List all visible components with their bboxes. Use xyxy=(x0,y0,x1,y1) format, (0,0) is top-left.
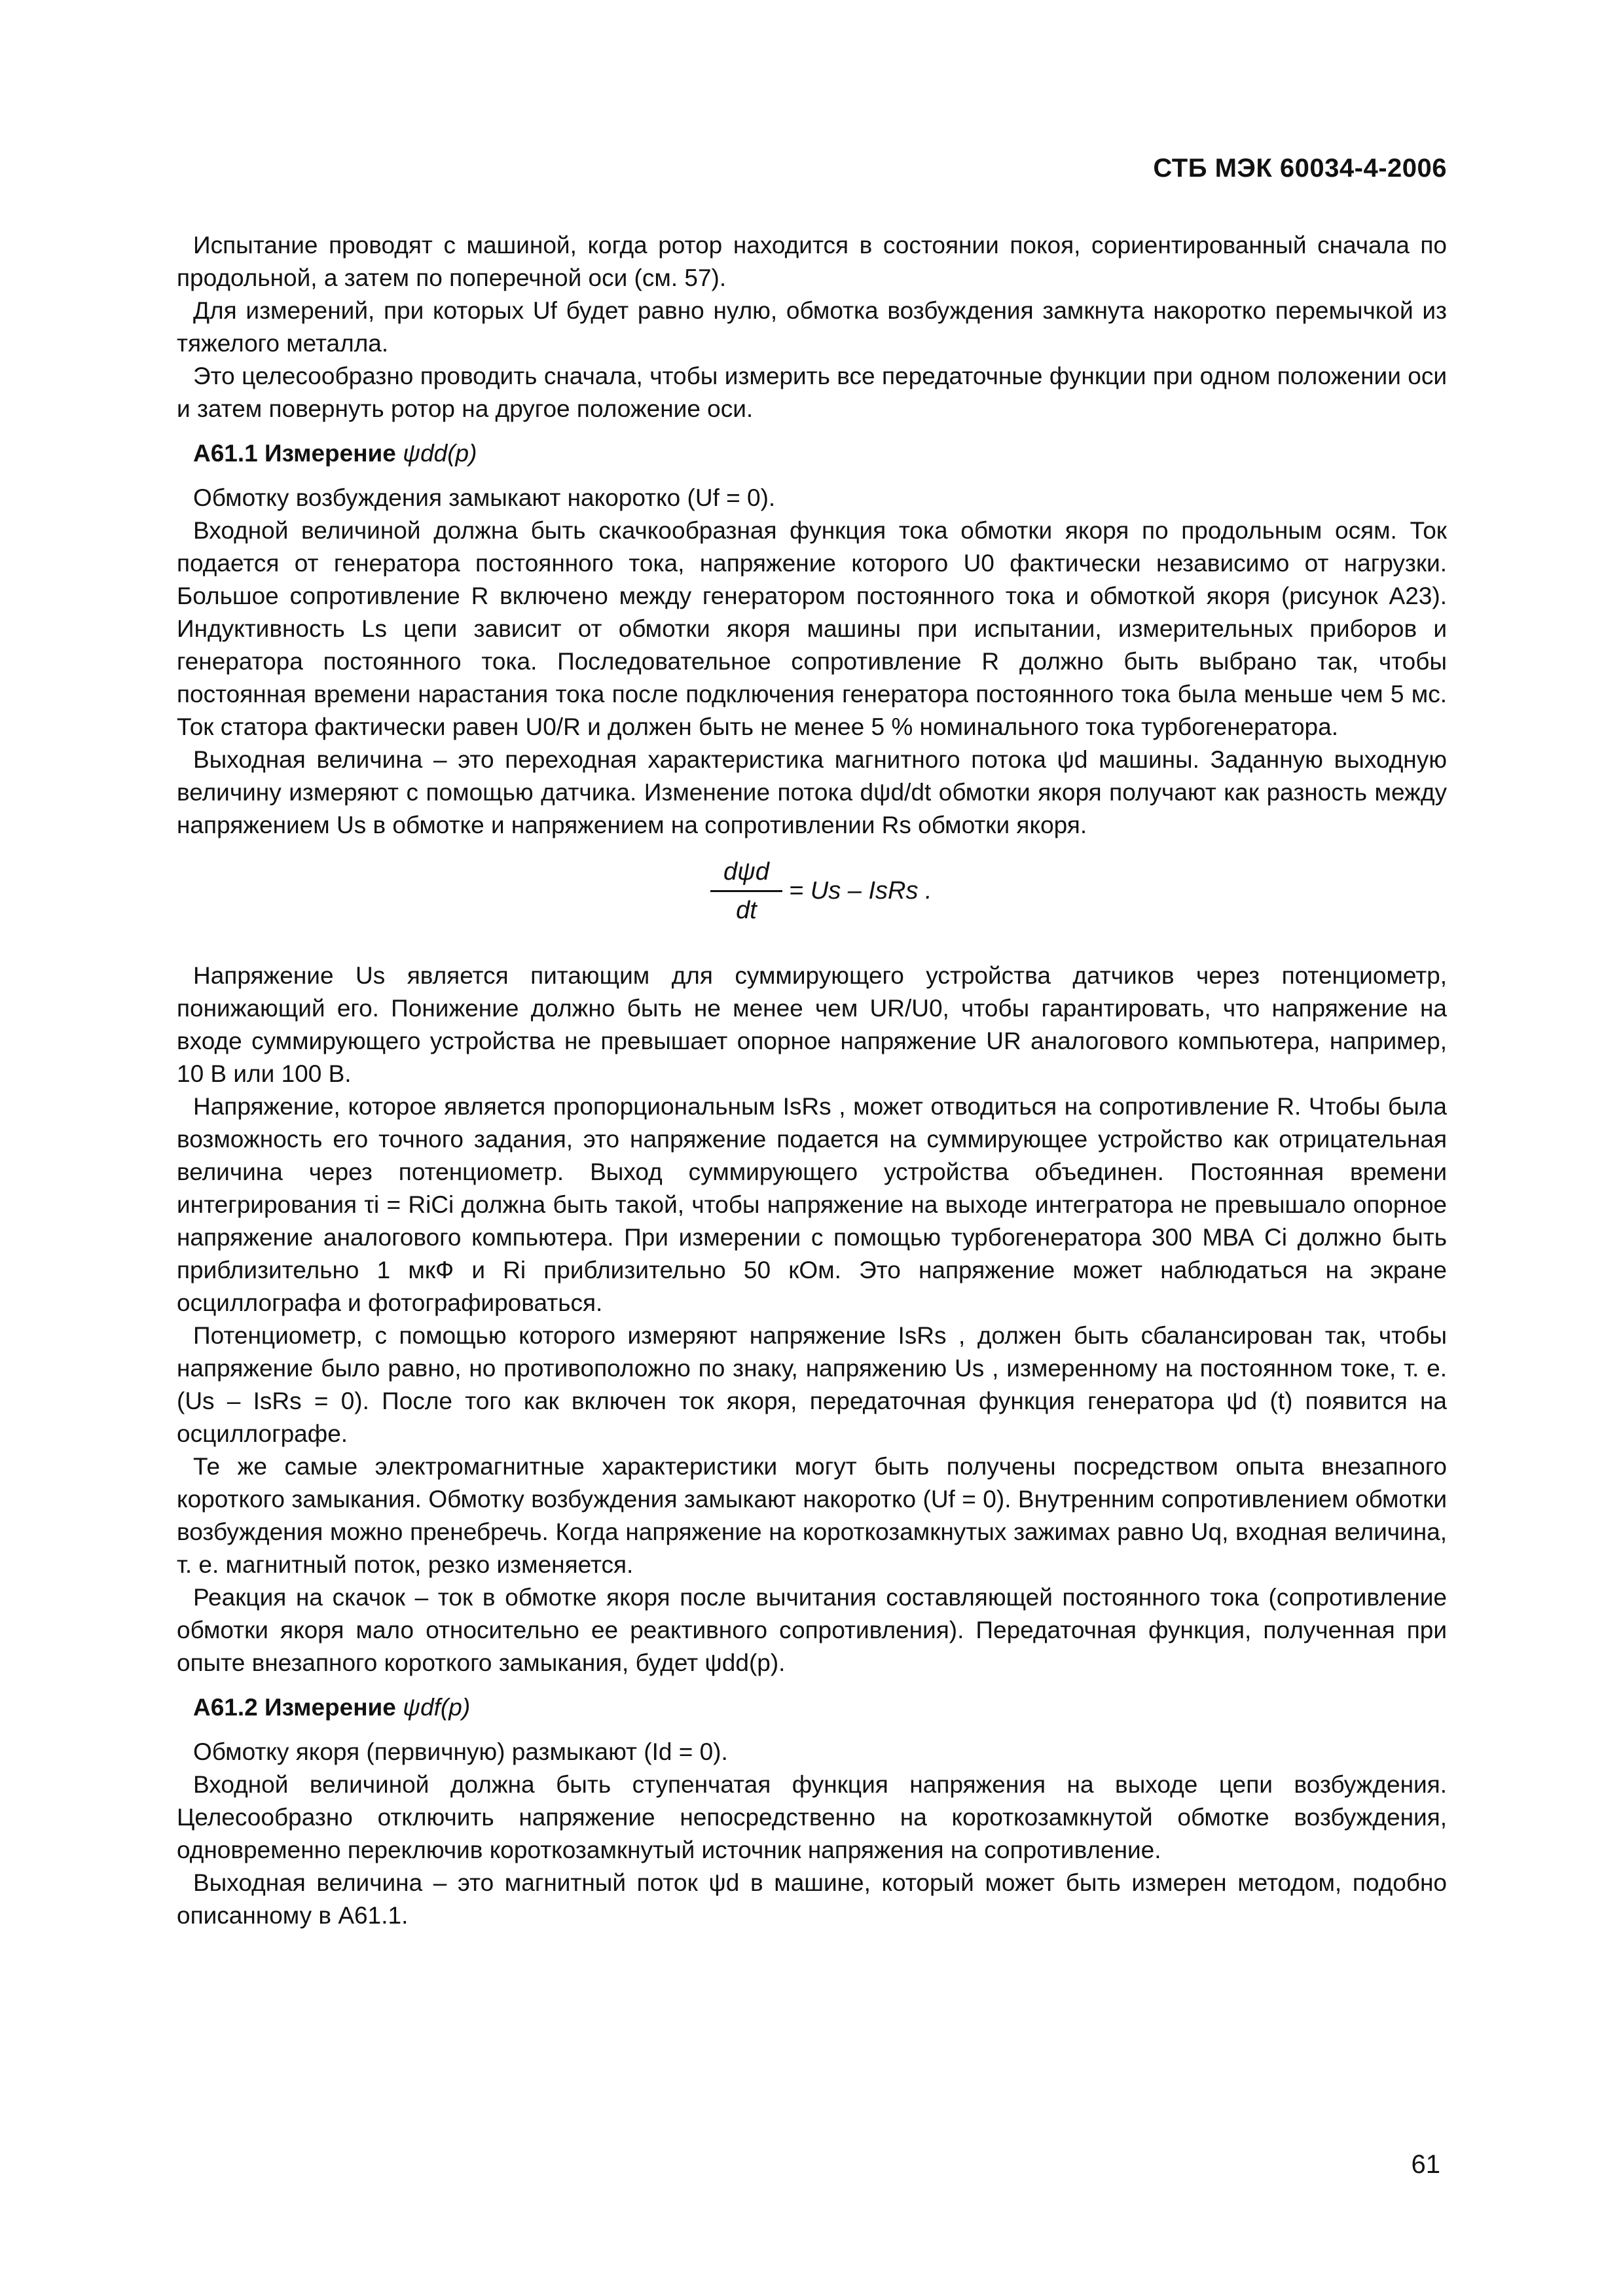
section2-paragraph: Обмотку якоря (первичную) размыкают (Id = 0). xyxy=(193,1738,728,1765)
section-heading-label: А61.2 Измерение xyxy=(193,1694,403,1721)
section1-paragraph: Те же самые электромагнитные характеристики могут быть получены посредством опыта внезапного короткого замыкания. Обмотку возбуждения замыкают накоротко (Uf = 0). Внутренним сопротивлением обмотки возбуждения можно пренебречь. Когда напряжение на короткозамкнутых зажимах равно Uq, входная величина, т. е. магнитный поток, резко изменяется. xyxy=(177,1453,1447,1578)
section-heading-symbol: ψdf(p) xyxy=(403,1694,471,1721)
flux-derivative-formula xyxy=(177,855,1447,940)
section1-paragraph: Входной величиной должна быть скачкообразная функция тока обмотки якоря по продольным осям. Ток подается от генератора постоянного тока, напряжение которого U0 фактически независимо от нагрузки. Большое сопротивление R включено между генератором постоянного тока и обмоткой якоря (рисунок А23). Индуктивность Ls цепи зависит от обмотки якоря машины при испытании, измерительных приборов и генератора постоянного тока. Последовательное сопротивление R должно быть выбрано так, чтобы постоянная времени нарастания тока после подключения генератора постоянного тока была меньше чем 5 мс. Ток статора фактически равен U0/R и должен быть не менее 5 % номинального тока турбогенератора. xyxy=(177,517,1447,740)
formula-numerator: dψd xyxy=(723,858,769,886)
formula-denominator: dt xyxy=(736,897,757,924)
document-id-header: СТБ МЭК 60034-4-2006 xyxy=(1153,154,1447,183)
section1-paragraph: Потенциометр, с помощью которого измеряют напряжение IsRs , должен быть сбалансирован так, чтобы напряжение было равно, но противоположно по знаку, напряжению Us , измеренному на постоянном токе, т. е. (Us – IsRs = 0). После того как включен ток якоря, передаточная функция генератора ψd (t) появится на осциллографе. xyxy=(177,1322,1447,1447)
section-heading-symbol: ψdd(p) xyxy=(403,440,477,467)
section-heading-a61-1 xyxy=(177,437,1447,470)
section1-paragraph: Напряжение Us является питающим для суммирующего устройства датчиков через потенциометр, понижающий его. Понижение должно быть не менее чем UR/U0, чтобы гарантировать, что напряжение на входе суммирующего устройства не превышает опорное напряжение UR аналогового компьютера, например, 10 В или 100 В. xyxy=(177,962,1447,1087)
section1-paragraph: Обмотку возбуждения замыкают накоротко (Uf = 0). xyxy=(193,484,776,511)
section1-paragraph: Напряжение, которое является пропорциональным IsRs , может отводиться на сопротивление R. Чтобы была возможность его точного задания, это напряжение подается на суммирующее устройство как отрицательная величина через потенциометр. Выход суммирующего устройства объединен. Постоянная времени интегрирования τi = RiCi должна быть такой, чтобы напряжение на выходе интегратора не превышало опорное напряжение аналогового компьютера. При измерении с помощью турбогенератора 300 МВА Ci должно быть приблизительно 1 мкФ и Ri приблизительно 50 кОм. Это напряжение может наблюдаться на экране осциллографа и фотографироваться. xyxy=(177,1093,1447,1316)
intro-paragraph: Это целесообразно проводить сначала, чтобы измерить все передаточные функции при одном положении оси и затем повернуть ротор на другое положение оси. xyxy=(177,363,1447,422)
document-body xyxy=(177,229,1447,1932)
section2-paragraph: Входной величиной должна быть ступенчатая функция напряжения на выходе цепи возбуждения. Целесообразно отключить напряжение непосредственно на короткозамкнутой обмотке возбуждения, одновременно переключив короткозамкнутый источник напряжения на сопротивление. xyxy=(177,1771,1447,1863)
section-heading-a61-2 xyxy=(177,1691,1447,1724)
formula-rhs: = Us – IsRs . xyxy=(789,877,932,905)
intro-paragraph: Для измерений, при которых Uf будет равно нулю, обмотка возбуждения замкнута накоротко перемычкой из тяжелого металла. xyxy=(177,297,1447,357)
section1-paragraph: Выходная величина – это переходная характеристика магнитного потока ψd машины. Заданную выходную величину измеряют с помощью датчика. Изменение потока dψd/dt обмотки якоря получают как разность между напряжением Us в обмотке и напряжением на сопротивлении Rs обмотки якоря. xyxy=(177,746,1447,838)
document-page xyxy=(177,0,1447,2296)
section1-paragraph: Реакция на скачок – ток в обмотке якоря после вычитания составляющей постоянного тока (сопротивление обмотки якоря мало относительно ее реактивного сопротивления). Передаточная функция, полученная при опыте внезапного короткого замыкания, будет ψdd(p). xyxy=(177,1584,1447,1676)
fraction-bar xyxy=(710,890,782,892)
section2-paragraph: Выходная величина – это магнитный поток ψd в машине, который может быть измерен методом, подобно описанному в А61.1. xyxy=(177,1869,1447,1929)
page-number: 61 xyxy=(1411,2150,1440,2179)
section-heading-label: А61.1 Измерение xyxy=(193,440,403,467)
formula-fraction xyxy=(710,855,782,927)
intro-paragraph: Испытание проводят с машиной, когда ротор находится в состоянии покоя, сориентированный сначала по продольной, а затем по поперечной оси (см. 57). xyxy=(177,232,1447,291)
